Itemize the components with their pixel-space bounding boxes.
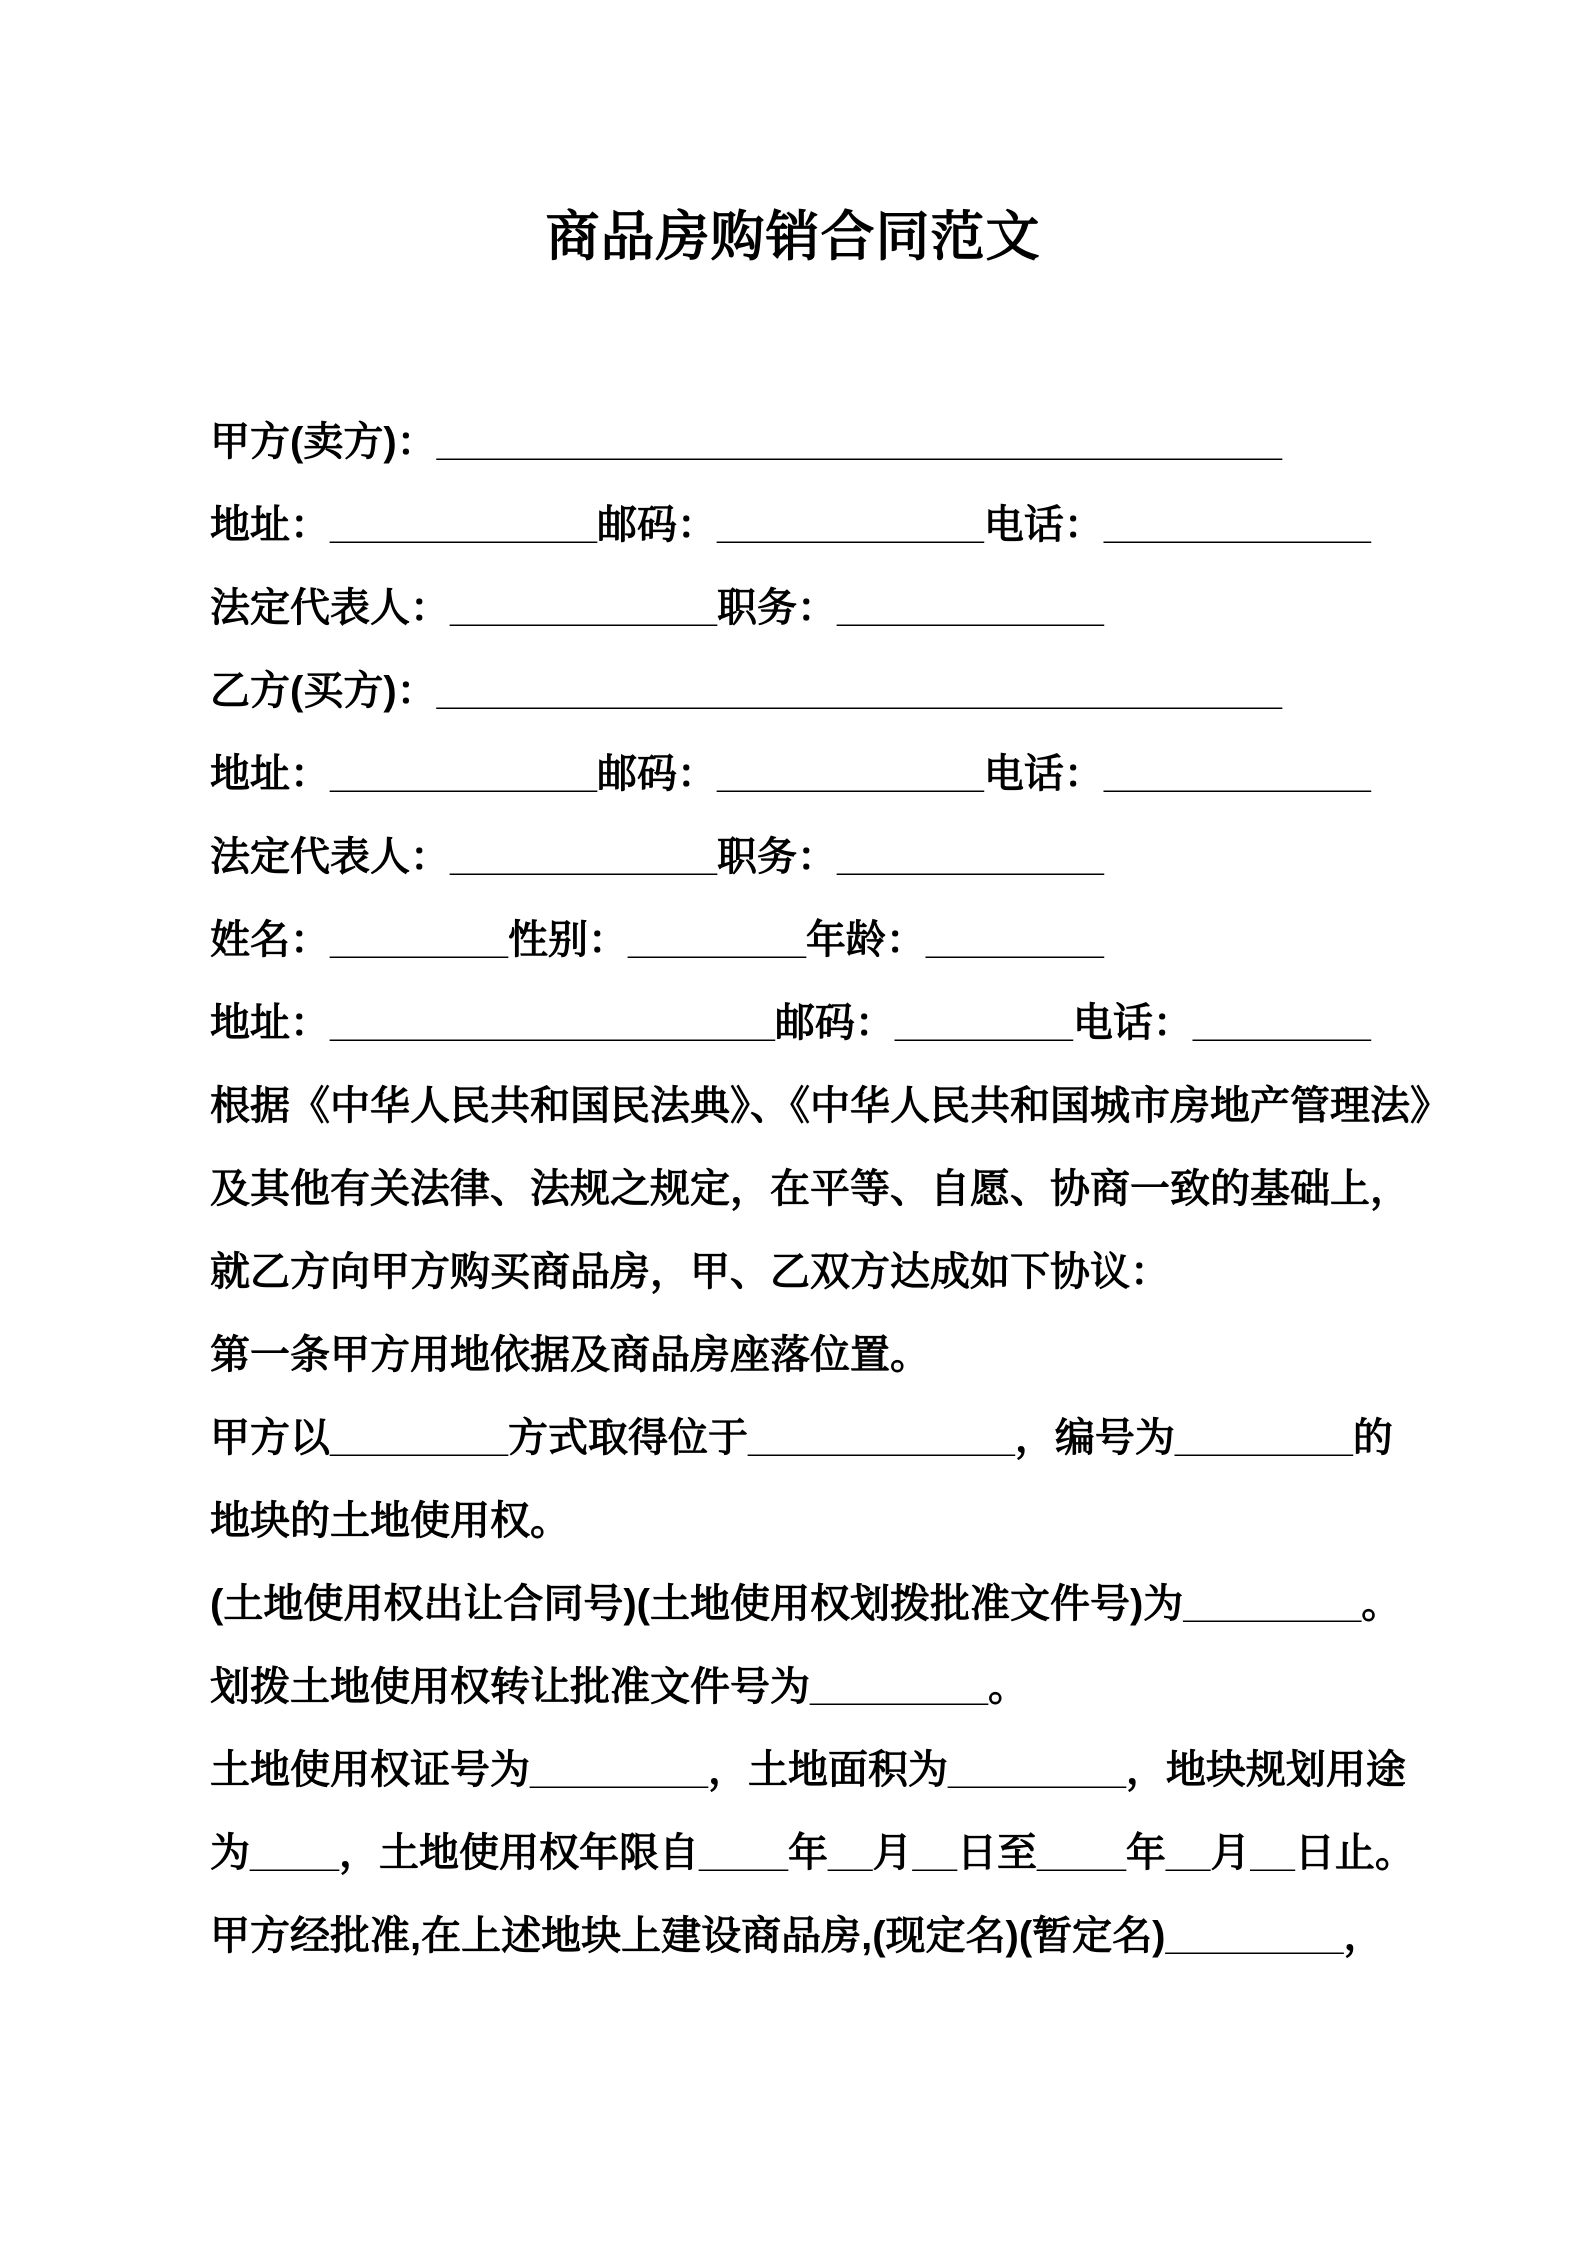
line-legal-basis-1: 根据《中华人民共和国民法典》、《中华人民共和国城市房地产管理法》 (210, 1084, 1450, 1128)
line-party-a-address: 地址：____________邮码：____________电话：____________ (210, 503, 1371, 547)
line-land-grant-contract-no: (土地使用权出让合同号)(土地使用权划拨批准文件号)为________。 (210, 1582, 1402, 1626)
line-party-a-seller: 甲方(卖方)：______________________________________ (210, 420, 1282, 464)
line-land-acquisition-1: 甲方以________方式取得位于____________，编号为________的 (210, 1416, 1393, 1460)
line-construction-approval: 甲方经批准,在上述地块上建设商品房,(现定名)(暂定名)________， (210, 1914, 1384, 1958)
line-party-b-legal-rep: 法定代表人：____________职务：____________ (210, 835, 1104, 879)
document-title: 商品房购销合同范文 (545, 207, 1041, 267)
line-land-transfer-approval: 划拨土地使用权转让批准文件号为________。 (210, 1665, 1028, 1709)
document-body (210, 401, 1450, 1978)
line-buyer-address: 地址：____________________邮码：________电话：________ (210, 1001, 1371, 1045)
line-land-certificate-1: 土地使用权证号为________，土地面积为________，地块规划用途 (210, 1748, 1406, 1792)
line-party-b-address: 地址：____________邮码：____________电话：____________ (210, 752, 1371, 796)
line-buyer-personal-info: 姓名：________性别：________年龄：________ (210, 918, 1104, 962)
line-party-a-legal-rep: 法定代表人：____________职务：____________ (210, 586, 1104, 630)
line-article-1-heading: 第一条甲方用地依据及商品房座落位置。 (210, 1333, 930, 1377)
line-legal-basis-3: 就乙方向甲方购买商品房，甲、乙双方达成如下协议： (210, 1250, 1170, 1294)
line-land-certificate-2: 为____，土地使用权年限自____年__月__日至____年__月__日止。 (210, 1831, 1415, 1875)
line-party-b-buyer: 乙方(买方)：______________________________________ (210, 669, 1282, 713)
line-land-acquisition-2: 地块的土地使用权。 (210, 1499, 570, 1543)
line-legal-basis-2: 及其他有关法律、法规之规定，在平等、自愿、协商一致的基础上， (210, 1167, 1410, 1211)
